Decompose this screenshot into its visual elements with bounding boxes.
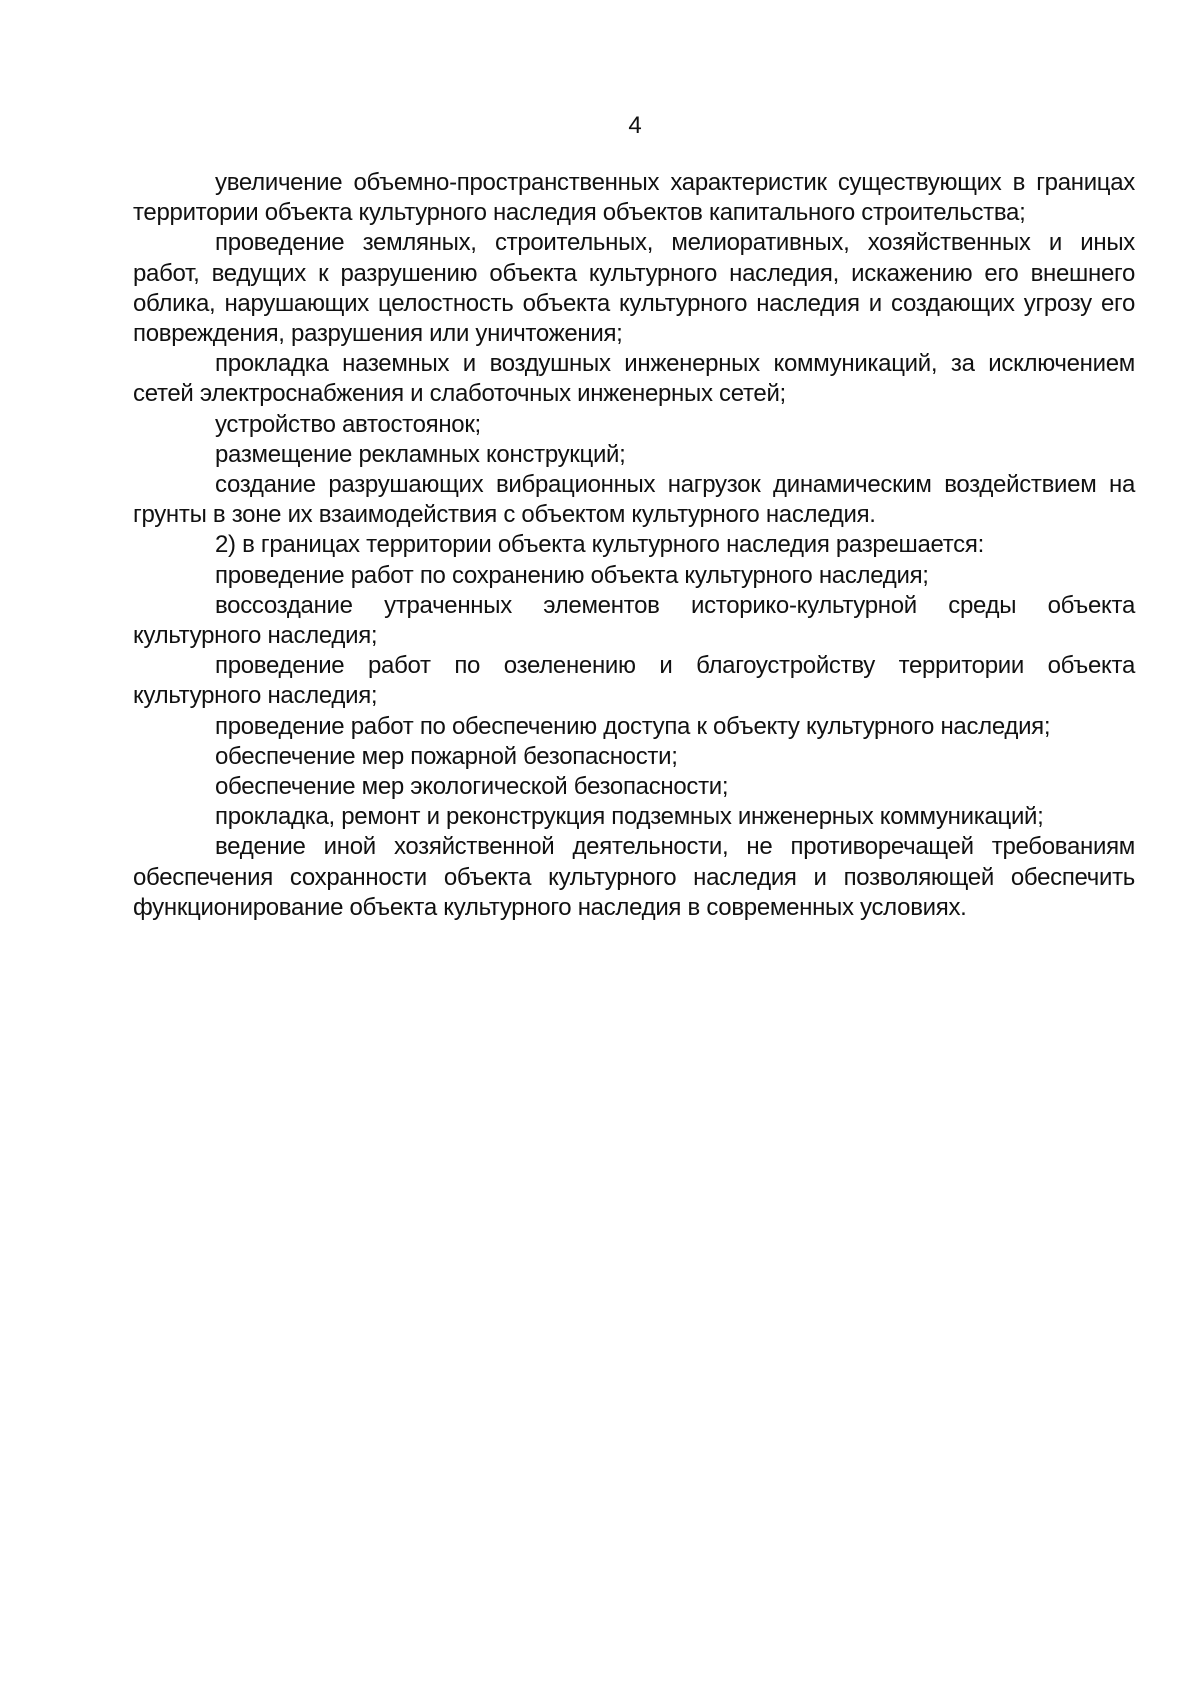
paragraph-permitted-heading: 2) в границах территории объекта культурного наследия разрешается:: [215, 531, 984, 559]
page-number: 4: [628, 112, 642, 139]
paragraph-permitted-underground-utilities: прокладка, ремонт и реконструкция подземных инженерных коммуникаций;: [215, 803, 1044, 831]
paragraph-permitted-ecology: обеспечение мер экологической безопасности;: [215, 773, 729, 801]
paragraph-permitted-economic-activity: ведение иной хозяйственной деятельности, не противоречащей требованиям обеспечения сохранности объекта культурного наследия и позволяющей обеспечить функционирование объекта культурного наследия в современных условиях.: [133, 833, 1135, 921]
paragraph-permitted-recreation: воссоздание утраченных элементов историко-культурной среды объекта культурного наследия;: [133, 591, 1135, 650]
paragraph-permitted-fire-safety: обеспечение мер пожарной безопасности;: [215, 742, 678, 770]
paragraph-prohibited-advertising: размещение рекламных конструкций;: [215, 440, 626, 468]
paragraph-prohibited-parking: устройство автостоянок;: [215, 410, 481, 438]
paragraph-permitted-landscaping: проведение работ по озеленению и благоустройству территории объекта культурного наследия;: [133, 652, 1135, 710]
paragraph-prohibited-overhead-utilities: прокладка наземных и воздушных инженерных коммуникаций, за исключением сетей электроснабжения и слаботочных инженерных сетей;: [133, 350, 1135, 408]
paragraph-prohibited-volume-increase: увеличение объемно-пространственных характеристик существующих в границах территории объекта культурного наследия объектов капитального строительства;: [133, 169, 1135, 227]
document-body: [133, 168, 1135, 923]
paragraph-permitted-access: проведение работ по обеспечению доступа к объекту культурного наследия;: [215, 712, 1051, 740]
paragraph-permitted-preservation: проведение работ по сохранению объекта культурного наследия;: [215, 561, 929, 589]
paragraph-prohibited-earthworks: проведение земляных, строительных, мелиоративных, хозяйственных и иных работ, ведущих к разрушению объекта культурного наследия, искажению его внешнего облика, нарушающих целостность объекта культурного наследия и создающих угрозу его повреждения, разрушения или уничтожения;: [133, 229, 1135, 348]
paragraph-prohibited-vibration-loads: создание разрушающих вибрационных нагрузок динамическим воздействием на грунты в зоне их взаимодействия с объектом культурного наследия.: [133, 471, 1135, 529]
